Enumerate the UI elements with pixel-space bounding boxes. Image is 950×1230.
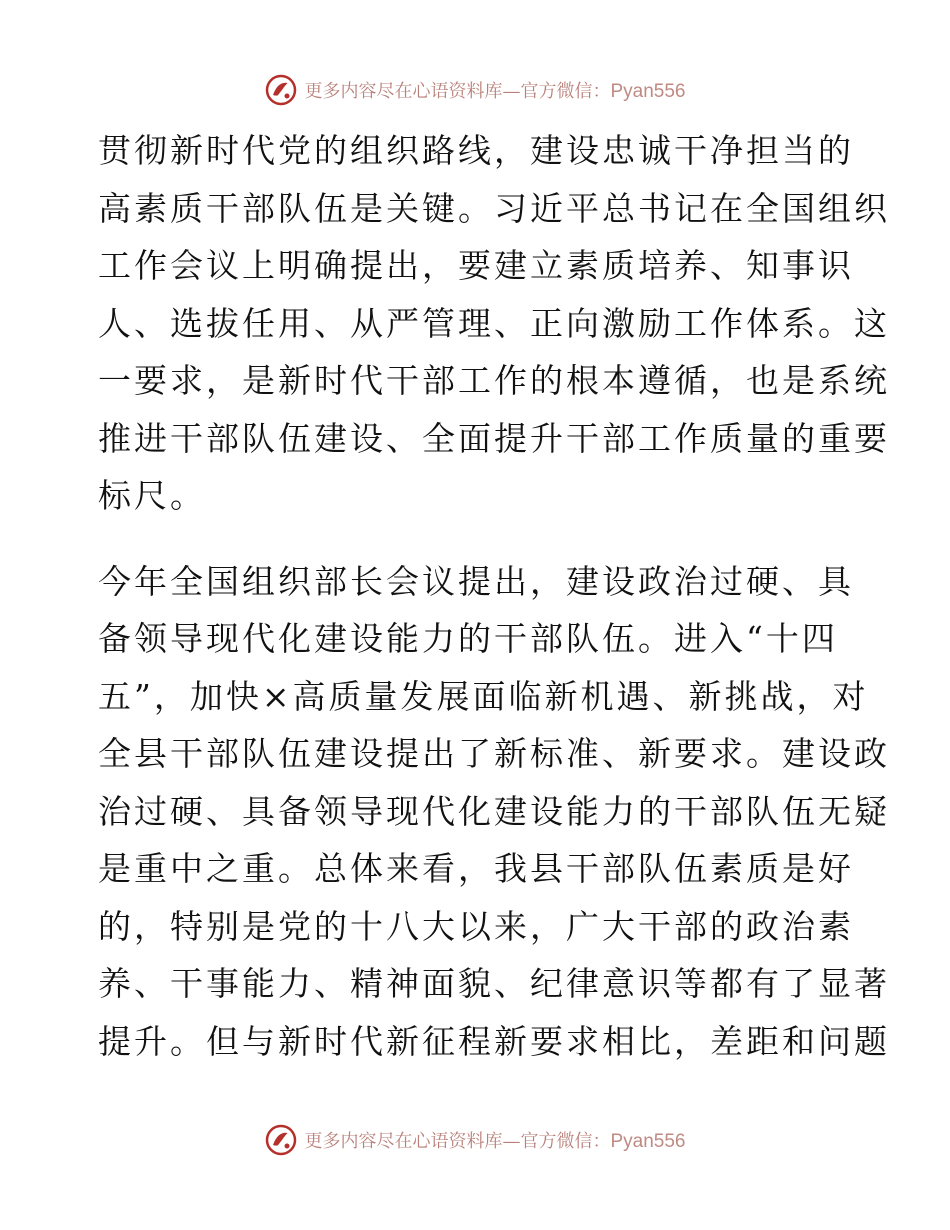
paragraph-2: [98, 553, 890, 1071]
brand-logo-icon: [264, 73, 298, 107]
text-line: 工作会议上明确提出，要建立素质培养、知事识: [98, 246, 854, 285]
text-line: 今年全国组织部长会议提出，建设政治过硬、具: [98, 561, 854, 601]
text-line: 贯彻新时代党的组织路线，建设忠诚干净担当的: [98, 131, 854, 170]
text-line: 五”，加快×高质量发展面临新机遇、新挑战，对: [98, 676, 869, 716]
text-line: 备领导现代化建设能力的干部队伍。进入“十四: [98, 619, 838, 658]
paragraph-spacer: [98, 525, 852, 553]
footer-banner-label: 更多内容尽在心语资料库—官方微信：: [304, 1131, 611, 1152]
footer-wechat-id: Pyan556: [610, 1131, 686, 1152]
paragraph-1: [98, 122, 890, 525]
document-body: [98, 122, 890, 1070]
text-line: 一要求，是新时代干部工作的根本遵循，也是系统: [98, 361, 890, 400]
text-line: 治过硬、具备领导现代化建设能力的干部队伍无疑: [98, 791, 890, 831]
footer-banner-text: [304, 1127, 685, 1153]
text-line: 全县干部队伍建设提出了新标准、新要求。建设政: [98, 734, 890, 773]
header-wechat-id: Pyan556: [610, 81, 686, 102]
header-banner-label: 更多内容尽在心语资料库—官方微信：: [304, 81, 611, 102]
text-line: 是重中之重。总体来看，我县干部队伍素质是好: [98, 849, 854, 888]
text-line: 养、干事能力、精神面貌、纪律意识等都有了显著: [98, 964, 890, 1003]
text-line: 推进干部队伍建设、全面提升干部工作质量的重要: [98, 418, 890, 458]
text-line: 提升。但与新时代新征程新要求相比，差距和问题: [98, 1021, 890, 1061]
text-line: 标尺。: [98, 476, 206, 515]
text-line: 高素质干部队伍是关键。习近平总书记在全国组织: [98, 188, 890, 228]
brand-logo-icon: [264, 1123, 298, 1157]
text-line: 的，特别是党的十八大以来，广大干部的政治素: [98, 906, 854, 946]
header-banner: [0, 70, 950, 110]
header-banner-text: [304, 77, 685, 103]
footer-banner: [0, 1120, 950, 1160]
text-line: 人、选拔任用、从严管理、正向激励工作体系。这: [98, 303, 890, 343]
